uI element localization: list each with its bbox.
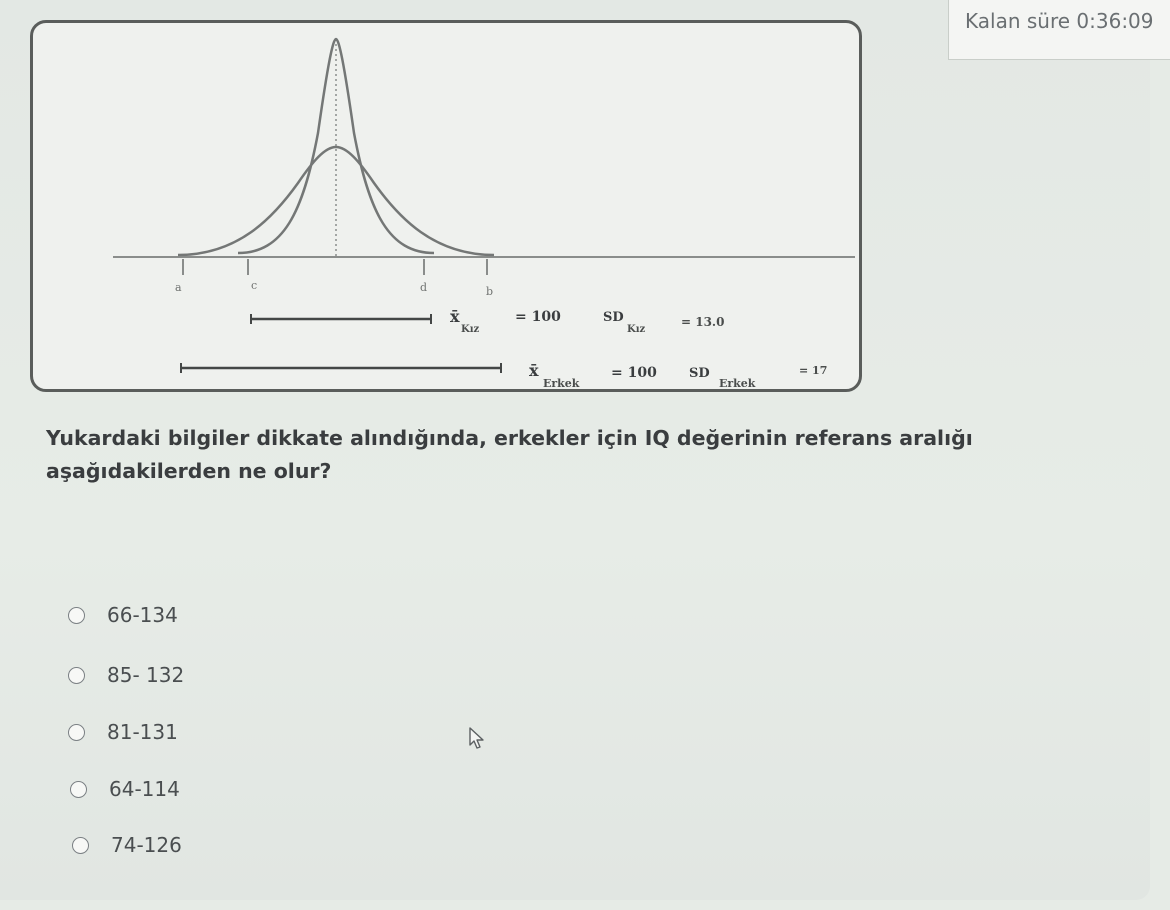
tick-label-a: a — [175, 281, 182, 294]
erkek-xbar: x̄ — [529, 361, 539, 380]
kiz-sd-value: = 13.0 — [681, 315, 725, 329]
option-label: 81-131 — [107, 720, 178, 744]
option-label: 66-134 — [107, 603, 178, 627]
radio-button[interactable] — [68, 724, 85, 741]
option-66-134[interactable] — [68, 600, 178, 630]
erkek-mean: = 100 — [611, 365, 657, 381]
option-label: 74-126 — [111, 833, 182, 857]
tick-label-d: d — [420, 281, 428, 294]
remaining-time: Kalan süre 0:36:09 — [948, 0, 1170, 60]
kiz-subscript: Kız — [461, 324, 480, 335]
distribution-diagram — [33, 23, 865, 395]
kiz-sd-label: SD — [603, 310, 624, 325]
kiz-xbar: x̄ — [450, 307, 460, 326]
curve-erkek — [178, 147, 494, 255]
tick-label-c: c — [251, 279, 258, 292]
kiz-mean: = 100 — [515, 309, 561, 325]
radio-button[interactable] — [68, 667, 85, 684]
option-label: 64-114 — [109, 777, 180, 801]
option-64-114[interactable] — [70, 774, 180, 804]
question-text: Yukardaki bilgiler dikkate alındığında, erkekler için IQ değerinin referans aralığı aşağıdakilerden ne olur? — [46, 426, 973, 483]
option-85-132[interactable] — [68, 660, 184, 690]
option-81-131[interactable] — [68, 717, 178, 747]
mouse-cursor-icon — [468, 726, 488, 750]
option-label: 85- 132 — [107, 663, 185, 687]
distribution-figure — [30, 20, 862, 392]
erkek-sd-subscript: Erkek — [719, 377, 756, 390]
tick-label-b: b — [486, 285, 494, 298]
kiz-sd-subscript: Kız — [627, 324, 646, 335]
option-74-126[interactable] — [72, 830, 182, 860]
radio-button[interactable] — [72, 837, 89, 854]
erkek-sd-value: = 17 — [799, 364, 828, 377]
erkek-sd-label: SD — [689, 366, 710, 381]
radio-button[interactable] — [70, 781, 87, 798]
erkek-subscript: Erkek — [543, 377, 580, 390]
radio-button[interactable] — [68, 607, 85, 624]
